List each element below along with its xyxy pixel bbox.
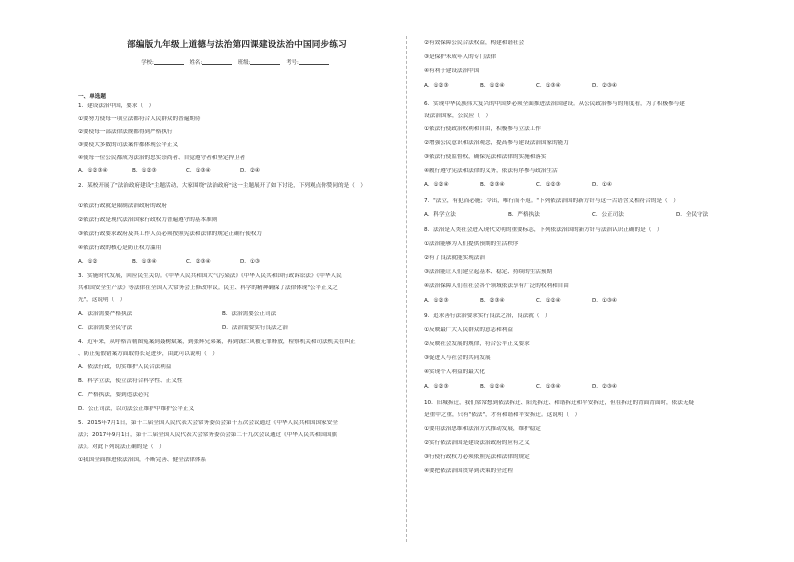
q7-options (424, 212, 736, 219)
question-5-stem-line-3: 法》。对此下列说法正确的是（ ） (78, 444, 165, 450)
q8-option-c[interactable]: C．①②④ (536, 298, 561, 304)
q2-option-d[interactable]: D．①③ (240, 259, 260, 265)
q5-option-c[interactable]: C．①③④ (536, 83, 561, 89)
q1-option-a[interactable]: A．①②③④ (78, 168, 108, 174)
q5-option-a[interactable]: A．①②③ (424, 83, 449, 89)
q2-option-b[interactable]: B．①③④ (132, 259, 157, 265)
q1-options (78, 168, 280, 175)
q4-option-c[interactable]: C．严格执法，要到违法必究 (78, 392, 150, 398)
q9-statement-2: ②反映社会发展的规律，符合公平正义要求 (424, 341, 530, 347)
q6-option-b[interactable]: B．②③④ (480, 182, 505, 188)
q6-statement-3: ③依法行使监督权，确保宪法和法律的实施和落实 (424, 154, 547, 160)
q2-statement-4: ④依法行政的核心是防止权力滥用 (78, 245, 162, 251)
question-7-stem: 7．"法立，有犯而必施；令出，唯行而不返。"下列依法治国的新方针与这一古语含义相符合的是（ ） (424, 198, 679, 204)
class-label: 班级: (237, 60, 251, 66)
q3-option-d[interactable]: D．法治需要实行良法之治 (222, 325, 288, 331)
name-blank[interactable] (202, 59, 232, 65)
q8-statement-2: ②有了良法就能实现法治 (424, 255, 485, 261)
q9-statement-4: ④实现个人利益的最大化 (424, 369, 485, 375)
q10-statement-4: ④要把依法治国贯穿到决策的全过程 (424, 468, 513, 474)
q10-statement-1: ①要用法治思维和法治方式推动发展，维护稳定 (424, 426, 541, 432)
question-10-stem-line-2: 是重中之重，只有"依法"，才有和谐和平安拆迁。这说明（ ） (424, 412, 581, 418)
q5-statement-1: ①我国全面推进依法治国，不断完善、健全法律体系 (78, 457, 207, 463)
q3-option-a[interactable]: A．法治需要严格执法 (78, 311, 133, 317)
q2-option-c[interactable]: C．②③④ (186, 259, 211, 265)
exam-number-blank[interactable] (299, 59, 329, 65)
q10-statement-2: ②实行依法治国是建设法治政府的应有之义 (424, 440, 530, 446)
q1-option-b[interactable]: B．①②③ (132, 168, 157, 174)
q5-option-d[interactable]: D．②③④ (592, 83, 617, 89)
q8-option-d[interactable]: D．①③④ (592, 298, 617, 304)
question-3-stem-line-2: 共和国安全生产法》等法律在全国人大常务会上修改审议。民主、科学的精神确保了法律体现"公平正义之 (78, 285, 338, 291)
school-label: 学校: (141, 60, 154, 66)
q1-option-d[interactable]: D．②④ (240, 168, 260, 174)
question-10-stem-line-1: 10．旧城拆迁，我们常常想到依法拆迁、阳光拆迁、和谐拆迁和平安拆迁，但在拆迁的背面背面时，依法无疑 (424, 400, 695, 406)
student-info-line (78, 58, 396, 66)
question-5-stem-line-1: 5．2015年7月1日，第十二届全国人民代表大会常务委员会第十五次会议通过《中华人民共和国国家安全 (78, 420, 338, 426)
q9-statement-1: ①反映最广大人民群众的意志和利益 (424, 327, 513, 333)
question-6-stem-line-1: 6．实现中华民族伟大复兴的中国梦必须全面推进法治国建设。从公民政治参与的角度看，为了积极参与建 (424, 101, 685, 107)
q10-statement-3: ③行使行政权力必须依照宪法和法律的规定 (424, 454, 530, 460)
q5-statement-2: ②有效保障公民合法权益，构建和谐社会 (424, 40, 525, 46)
q9-option-d[interactable]: D．②③④ (592, 384, 617, 390)
question-3-stem-line-3: 光"，这说明（ ） (78, 297, 126, 303)
q5-option-b[interactable]: B．①②④ (480, 83, 505, 89)
q2-statement-3: ③依法行政要求政府及其工作人员必须按照宪法和法律的规定正确行使权力 (78, 231, 263, 237)
q8-statement-4: ④法治保障人们在社会各个领域依法享有广泛的权利和自由 (424, 283, 569, 289)
q6-option-c[interactable]: C．①②③ (536, 182, 561, 188)
q8-statement-1: ①法治能够为人们提供预期的生活秩序 (424, 241, 519, 247)
q6-statement-4: ④履行遵守宪法和法律的义务，依法有序参与政治生活 (424, 168, 558, 174)
q2-statement-2: ②依法行政是现代法治国家行政权力普遍遵守的基本准则 (78, 217, 218, 223)
q1-option-c[interactable]: C．①③④ (186, 168, 211, 174)
q9-statement-3: ③促进人与社会的共同发展 (424, 355, 491, 361)
class-blank[interactable] (250, 59, 280, 65)
q6-option-d[interactable]: D．①④ (592, 182, 612, 188)
q2-options (78, 259, 280, 266)
name-label: 姓名: (189, 60, 203, 66)
q7-option-b[interactable]: B．严格执法 (508, 212, 540, 218)
section-title: 一、单选题 (78, 94, 106, 100)
exam-number-label: 考号: (286, 60, 299, 66)
q7-option-a[interactable]: A．科学立法 (424, 212, 456, 218)
school-blank[interactable] (154, 59, 184, 65)
q2-statement-1: ①依法行政就是限制法治政府的政府 (78, 203, 167, 209)
page-title: 部编版九年级上道德与法治第四课建设法治中国同步练习 (127, 40, 347, 50)
q8-option-b[interactable]: B．②③④ (480, 298, 505, 304)
q1-statement-4: ④使每一位公民都成为法治的忠实崇尚者、自觉遵守者和坚定捍卫者 (78, 155, 246, 161)
q4-option-a[interactable]: A．依法行政，切实维护人民合法利益 (78, 364, 172, 370)
q2-option-a[interactable]: A．①② (78, 259, 98, 265)
question-6-stem-line-2: 设法治国家，公民应（ ） (424, 113, 492, 119)
question-4-stem-line-2: 、防止冤假错案方面取得长足进步，由此可以说明（ ） (78, 351, 218, 357)
q6-statement-1: ①依法行使政治权利和自由，积极参与立法工作 (424, 126, 541, 132)
q5-statement-3: ③是保护未成年人的专门法律 (424, 54, 497, 60)
q8-options (424, 298, 642, 305)
q6-option-a[interactable]: A．①②④ (424, 182, 449, 188)
question-2-stem: 2．某校开展了"法治政府建设"主题活动，大家围绕"法治政府"这一主题展开了如下讨论，下列观点你赞同的是（ ） (78, 183, 366, 189)
q1-statement-1: ①要努力使每一项立法都符合人民群众的普遍期待 (78, 116, 201, 122)
question-9-stem: 9．追求善行法治要求实行良法之治，良法就（ ） (424, 313, 551, 319)
q6-options (424, 182, 642, 189)
q9-options (424, 384, 642, 391)
q4-option-b[interactable]: B．科学立法，使立法符合科学性、正义性 (78, 378, 183, 384)
question-1-stem: 1．建设法治中国，要求（ ） (78, 103, 155, 109)
q4-option-d[interactable]: D．公正司法，以司法公正维护中维护公平正义 (78, 406, 195, 412)
q3-option-c[interactable]: C．法治需要全民守法 (78, 325, 133, 331)
q1-statement-2: ②要使每一部法律法规都得到严格执行 (78, 129, 173, 135)
q3-option-b[interactable]: B．法治需要公正司法 (222, 311, 277, 317)
q9-option-a[interactable]: A．①②③ (424, 384, 449, 390)
q8-option-a[interactable]: A．①②③ (424, 298, 449, 304)
question-5-stem-line-2: 法》；2017年9月1日，第十二届全国人民代表大会常务委员会第二十九次会议通过《中华人民共和国国旗 (78, 432, 338, 438)
question-8-stem: 8．法治是人类社会进入现代文明的重要标志，下列依法治国的新方针与法治认识正确的是（ ） (424, 227, 663, 233)
q5-options (424, 83, 642, 90)
q5-statement-4: ④有利于建设法治中国 (424, 68, 480, 74)
question-3-stem-line-1: 3．实施时代发展，回应民生关切。《中华人民共和国大气污染法》《中华人民共和国行政诉讼法》《中华人民 (78, 273, 342, 279)
question-4-stem-line-1: 4．近年来，从呼格吉勒图冤案到聂树斌案，到张辉兄弟案，再到钱仁风被无罪释放，检察机关和司法机关在纠正 (78, 339, 356, 345)
column-divider (406, 36, 407, 542)
q6-statement-2: ②增强公民意识和法治观念，提高参与建设法治国家的能力 (424, 140, 569, 146)
q9-option-c[interactable]: C．①③④ (536, 384, 561, 390)
q8-statement-3: ③法治能让人们建立起基本、稳定、持续的生活预期 (424, 269, 553, 275)
q9-option-b[interactable]: B．①②④ (480, 384, 505, 390)
q7-option-d[interactable]: D．全民守法 (676, 212, 709, 218)
q7-option-c[interactable]: C．公正司法 (592, 212, 624, 218)
q1-statement-3: ③要使大多数的司法案件都体现公平正义 (78, 142, 179, 148)
